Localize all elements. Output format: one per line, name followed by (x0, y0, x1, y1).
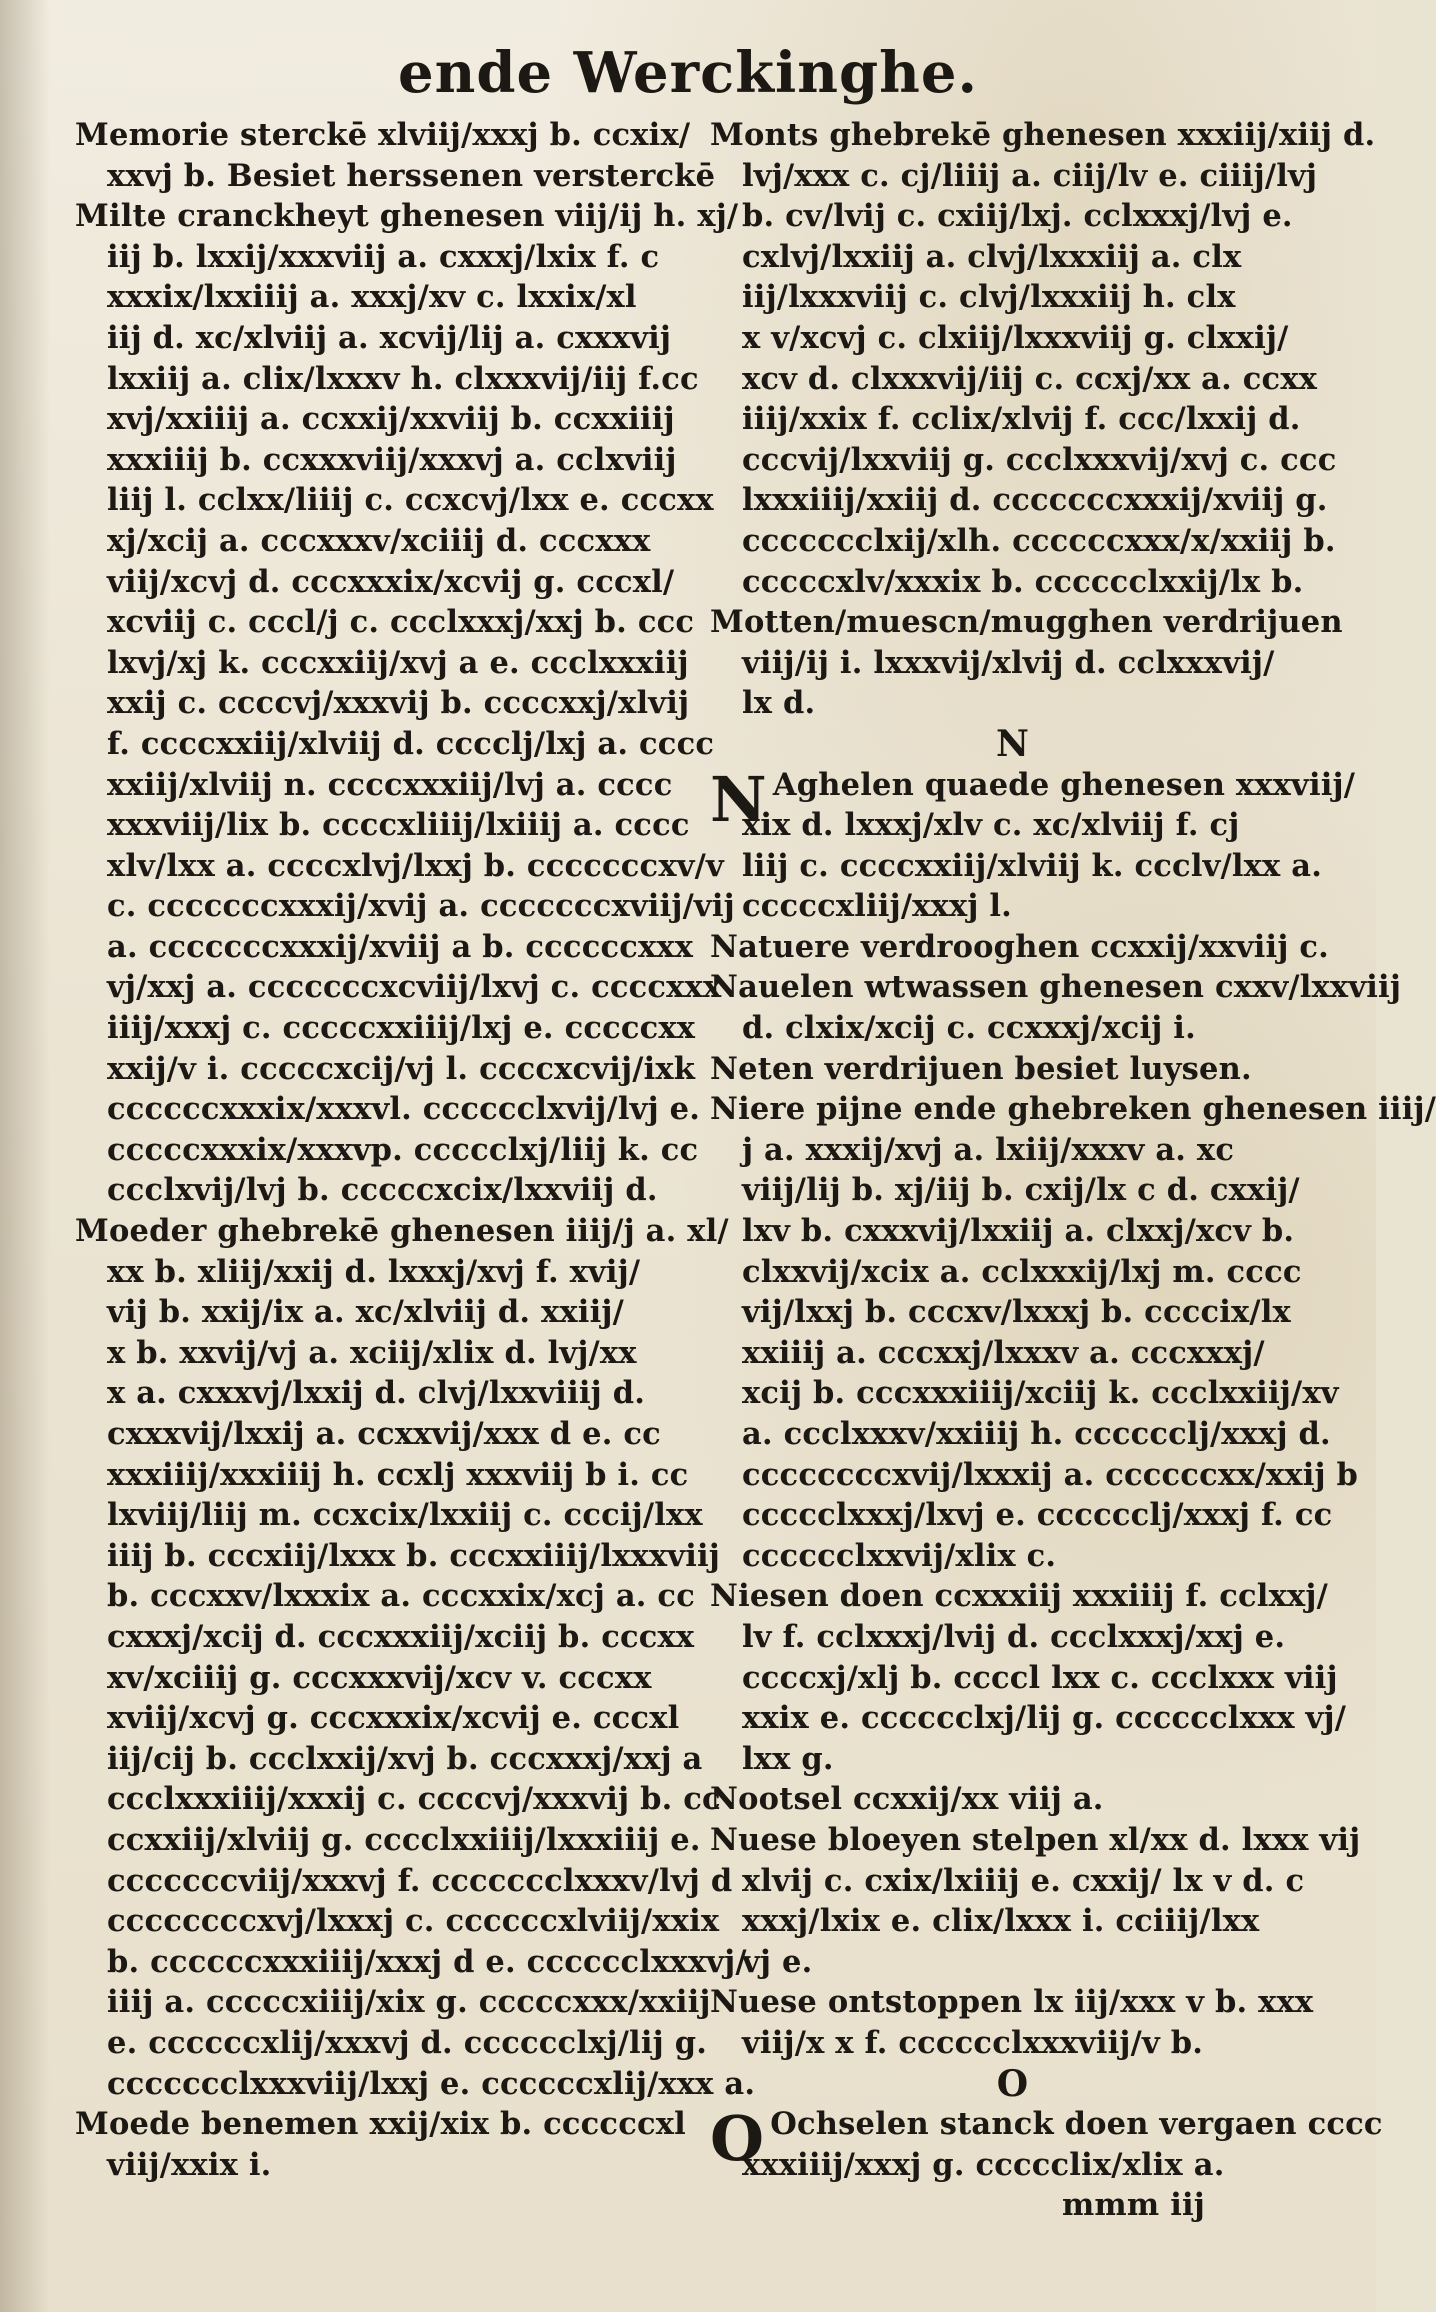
index-entry-line: iij/lxxxviij c. clvj/lxxxiij h. clx (742, 279, 1236, 316)
index-entry-line: iij b. lxxij/xxxviij a. cxxxj/lxix f. c (107, 238, 660, 275)
section-letter-heading: N (995, 722, 1030, 765)
index-entry-line: ccccccclxij/xlh. ccccccxxx/x/xxiij b. (742, 522, 1336, 559)
index-entry-line: ccccccxxxix/xxxvl. cccccclxvij/lvj e. (107, 1091, 701, 1128)
index-entry-line: xxij/v i. cccccxcij/vj l. ccccxcvij/ixk (107, 1050, 696, 1087)
index-entry-line: xxiij/xlviij n. ccccxxxiij/lvj a. cccc (107, 766, 673, 803)
index-entry-line: vij b. xxij/ix a. xc/xlviij d. xxiij/ (107, 1294, 624, 1331)
index-entry-line: xcv d. clxxxvij/iij c. ccxj/xx a. ccxx (742, 360, 1318, 397)
index-entry-line: xxij c. ccccvj/xxxvij b. ccccxxj/xlvij (107, 685, 690, 722)
index-entry-line: xxxj/lxix e. clix/lxxx i. cciiij/lxx (742, 1903, 1260, 1940)
index-entry-line: xxxiiij/xxxiiij h. ccxlj xxxviij b i. cc (107, 1456, 689, 1493)
index-entry-headword-line: Nuese ontstoppen lx iij/xxx v b. xxx (710, 1984, 1314, 2021)
index-entry-headword-line: Neten verdrijuen besiet luysen. (710, 1050, 1252, 1087)
index-entry-headword-line: Moede benemen xxij/xix b. ccccccxl (75, 2106, 686, 2143)
index-entry-line: iiij a. cccccxiiij/xix g. cccccxxx/xxiij (107, 1984, 711, 2021)
index-entry-line: xviij/xcvj g. cccxxxix/xcvij e. cccxl (107, 1700, 680, 1737)
index-entry-line: iij/cij b. ccclxxij/xvj b. cccxxxj/xxj a (107, 1740, 703, 1777)
right-index-column (710, 115, 1436, 2225)
index-entry-headword-line: Nootsel ccxxij/xx viij a. (710, 1781, 1104, 1818)
index-entry-line: a. cccccccxxxij/xviij a b. ccccccxxx (107, 928, 694, 965)
index-entry-line: a. ccclxxxv/xxiiij h. cccccclj/xxxj d. (742, 1416, 1331, 1452)
index-entry-line: cccccxlv/xxxix b. cccccclxxij/lx b. (742, 563, 1304, 600)
index-entry-line: xv/xciiij g. cccxxxvij/xcv v. cccxx (107, 1659, 652, 1696)
index-entry-headword-line: Natuere verdrooghen ccxxij/xxviij c. (710, 928, 1329, 965)
index-entry-line: lxv b. cxxxvij/lxxiij a. clxxj/xcv b. (742, 1213, 1295, 1250)
index-entry-headword-line: Nuese bloeyen stelpen xl/xx d. lxxx vij (710, 1821, 1361, 1858)
index-entry-line: xx b. xliij/xxij d. lxxxj/xvj f. xvij/ (107, 1253, 641, 1290)
index-entry-line: cccccxliij/xxxj l. (742, 888, 1012, 925)
index-entry-text: Ochselen stanck doen vergaen cccc (770, 2106, 1383, 2143)
decorated-initial: O (710, 2102, 765, 2176)
index-entry-headword-line: Motten/muescn/mugghen verdrijuen (710, 604, 1343, 641)
index-entry-headword-line: Moeder ghebrekē ghenesen iiij/j a. xl/ (75, 1213, 729, 1250)
index-entry-line: x b. xxvij/vj a. xciij/xlix d. lvj/xx (107, 1334, 637, 1371)
index-entry-line: viij/lij b. xj/iij b. cxij/lx c d. cxxij/ (742, 1172, 1300, 1209)
index-entry-text: Aghelen quaede ghenesen xxxviij/ (772, 766, 1356, 803)
index-entry-headword-line: Niere pijne ende ghebreken ghenesen iiij/ (710, 1091, 1436, 1128)
index-entry-line: viij/xxix i. (107, 2146, 272, 2183)
index-entry-headword-line: Milte cranckheyt ghenesen viij/ij h. xj/ (75, 198, 739, 235)
index-entry-line: ccccccclxxxviij/lxxj e. ccccccxlij/xxx a. (107, 2065, 756, 2102)
index-entry-line: vj/xxj a. cccccccxcviij/lxvj c. ccccxxx (107, 969, 722, 1006)
index-entry-line: c. cccccccxxxij/xvij a. cccccccxviij/vij (107, 888, 735, 925)
index-entry-line: vj e. (742, 1943, 813, 1980)
index-entry-line: iiij b. cccxiij/lxxx b. cccxxiiij/lxxxviij (107, 1537, 721, 1574)
index-entry-line: clxxvij/xcix a. cclxxxij/lxj m. cccc (742, 1253, 1302, 1290)
index-entry-line: xxxix/lxxiiij a. xxxj/xv c. lxxix/xl (107, 279, 637, 316)
index-entry-line: xxvj b. Besiet herssenen versterckē (107, 157, 716, 194)
index-entry-line: ccccccccxvij/lxxxij a. ccccccxx/xxij b (742, 1456, 1359, 1493)
index-entry-line: ccclxvij/lvj b. cccccxcix/lxxviij d. (107, 1172, 658, 1209)
index-entry-line: xxxviij/lix b. ccccxliiij/lxiiij a. cccc (107, 807, 690, 844)
index-entry-line: cccccccviij/xxxvj f. ccccccclxxxv/lvj d (107, 1862, 733, 1899)
index-entry-line: ccccxj/xlj b. ccccl lxx c. ccclxxx viij (742, 1659, 1338, 1696)
index-entry-line: xxiiij a. cccxxj/lxxxv a. cccxxxj/ (742, 1334, 1265, 1371)
index-entry-headword-line: Niesen doen ccxxxiij xxxiiij f. cclxxj/ (710, 1578, 1328, 1615)
index-entry-line: viij/xcvj d. cccxxxix/xcvij g. cccxl/ (107, 563, 675, 600)
index-entry-line: cxxxj/xcij d. cccxxxiij/xciij b. cccxx (107, 1618, 695, 1655)
index-entry-line: j a. xxxij/xvj a. lxiij/xxxv a. xc (742, 1131, 1235, 1168)
index-entry-line: xlv/lxx a. ccccxlvj/lxxj b. cccccccxv/v (107, 847, 724, 884)
index-entry-line: xxxiiij/xxxj g. ccccclix/xlix a. (742, 2146, 1225, 2183)
index-entry-headword-line: Monts ghebrekē ghenesen xxxiij/xiij d. (710, 117, 1376, 153)
index-entry-line: lvj/xxx c. cj/liiij a. ciij/lv e. ciiij/lvj (742, 157, 1318, 194)
index-entry-line: ccclxxxiiij/xxxij c. ccccvj/xxxvij b. cc (107, 1781, 721, 1818)
index-entry-line: cxlvj/lxxiij a. clvj/lxxxiij a. clx (742, 238, 1242, 275)
decorated-initial: N (710, 762, 767, 836)
index-entry-line: xlvij c. cxix/lxiiij e. cxxij/ lx v d. c (742, 1862, 1305, 1899)
index-entry-line: b. ccccccxxxiiij/xxxj d e. cccccclxxxvj/ (107, 1943, 747, 1980)
index-entry-line: b. cv/lvij c. cxiij/lxj. cclxxxj/lvj e. (742, 198, 1293, 235)
index-entry-line: cxxxvij/lxxij a. ccxxvij/xxx d e. cc (107, 1416, 661, 1452)
index-entry-line: f. ccccxxiij/xlviij d. cccclj/lxj a. cccc (107, 725, 715, 762)
index-entry-line: lxxxiiij/xxiij d. cccccccxxxij/xviij g. (742, 482, 1328, 519)
index-entry-line: ccxxiij/xlviij g. cccclxxiiij/lxxxiiij e. (107, 1821, 701, 1858)
index-entry-line: cccccxxxix/xxxvp. ccccclxj/liij k. cc (107, 1131, 699, 1168)
index-entry-line: xvj/xxiiij a. ccxxij/xxviij b. ccxxiiij (107, 401, 675, 438)
index-entry-line: cccccclxxvij/xlix c. (742, 1537, 1057, 1574)
index-entry-line: liij c. ccccxxiij/xlviij k. ccclv/lxx a. (742, 847, 1323, 884)
index-entry-line: viij/ij i. lxxxvij/xlvij d. cclxxxvij/ (742, 644, 1275, 681)
section-letter-heading: O (996, 2062, 1029, 2105)
index-entry-line: b. cccxxv/lxxxix a. cccxxix/xcj a. cc (107, 1578, 695, 1615)
index-entry-line: lxx g. (742, 1740, 834, 1777)
index-entry-line: e. ccccccxlij/xxxvj d. cccccclxj/lij g. (107, 2024, 708, 2061)
index-entry-line: lxxiij a. clix/lxxxv h. clxxxvij/iij f.cc (107, 360, 699, 397)
index-entry-line: lxviij/liij m. ccxcix/lxxiij c. cccij/lxx (107, 1497, 703, 1534)
running-header: ende Werckinghe. (398, 40, 978, 106)
index-entry-headword-line: Memorie sterckē xlviij/xxxj b. ccxix/ (75, 117, 691, 153)
index-entry-line: iiij/xxix f. cclix/xlvij f. ccc/lxxij d. (742, 401, 1301, 438)
index-entry-line: xix d. lxxxj/xlv c. xc/xlviij f. cj (742, 807, 1240, 844)
index-entry-line: viij/x x f. cccccclxxxviij/v b. (742, 2024, 1204, 2061)
index-entry-line: xj/xcij a. cccxxxv/xciiij d. cccxxx (107, 522, 651, 559)
index-entry-line: xxix e. cccccclxj/lij g. cccccclxxx vj/ (742, 1700, 1347, 1737)
left-index-column (75, 115, 756, 2215)
index-entry-line: lx d. (742, 685, 816, 722)
index-entry-line: lxvj/xj k. cccxxiij/xvj a e. ccclxxxiij (107, 644, 689, 681)
index-entry-line: iij d. xc/xlviij a. xcvij/lij a. cxxxvij (107, 319, 672, 356)
index-entry-line: ccccccccxvj/lxxxj c. ccccccxlviij/xxix (107, 1903, 720, 1940)
index-entry-line: liij l. cclxx/liiij c. ccxcvj/lxx e. cccxx (107, 482, 714, 519)
index-entry-line: x v/xcvj c. clxiij/lxxxviij g. clxxij/ (742, 319, 1289, 356)
index-entry-line: xcij b. cccxxxiiij/xciij k. ccclxxiij/xv (742, 1375, 1339, 1412)
index-entry-line: x a. cxxxvj/lxxij d. clvj/lxxviiij d. (107, 1375, 646, 1412)
index-entry-headword-line: Nauelen wtwassen ghenesen cxxv/lxxviij (710, 969, 1402, 1006)
index-entry-line: vij/lxxj b. cccxv/lxxxj b. ccccix/lx (742, 1294, 1291, 1331)
index-entry-line: cccvij/lxxviij g. ccclxxxvij/xvj c. ccc (742, 441, 1337, 478)
index-entry-line: d. clxix/xcij c. ccxxxj/xcij i. (742, 1010, 1196, 1047)
signature-mark: mmm iij (1061, 2187, 1205, 2224)
index-entry-line: xcviij c. cccl/j c. ccclxxxj/xxj b. ccc (107, 604, 695, 641)
index-entry-line: ccccclxxxj/lxvj e. cccccclj/xxxj f. cc (742, 1497, 1333, 1534)
index-entry-line: iiij/xxxj c. cccccxxiiij/lxj e. cccccxx (107, 1010, 696, 1047)
index-entry-line: lv f. cclxxxj/lvij d. ccclxxxj/xxj e. (742, 1618, 1286, 1655)
index-entry-line: xxxiiij b. ccxxxviij/xxxvj a. cclxviij (107, 441, 677, 478)
